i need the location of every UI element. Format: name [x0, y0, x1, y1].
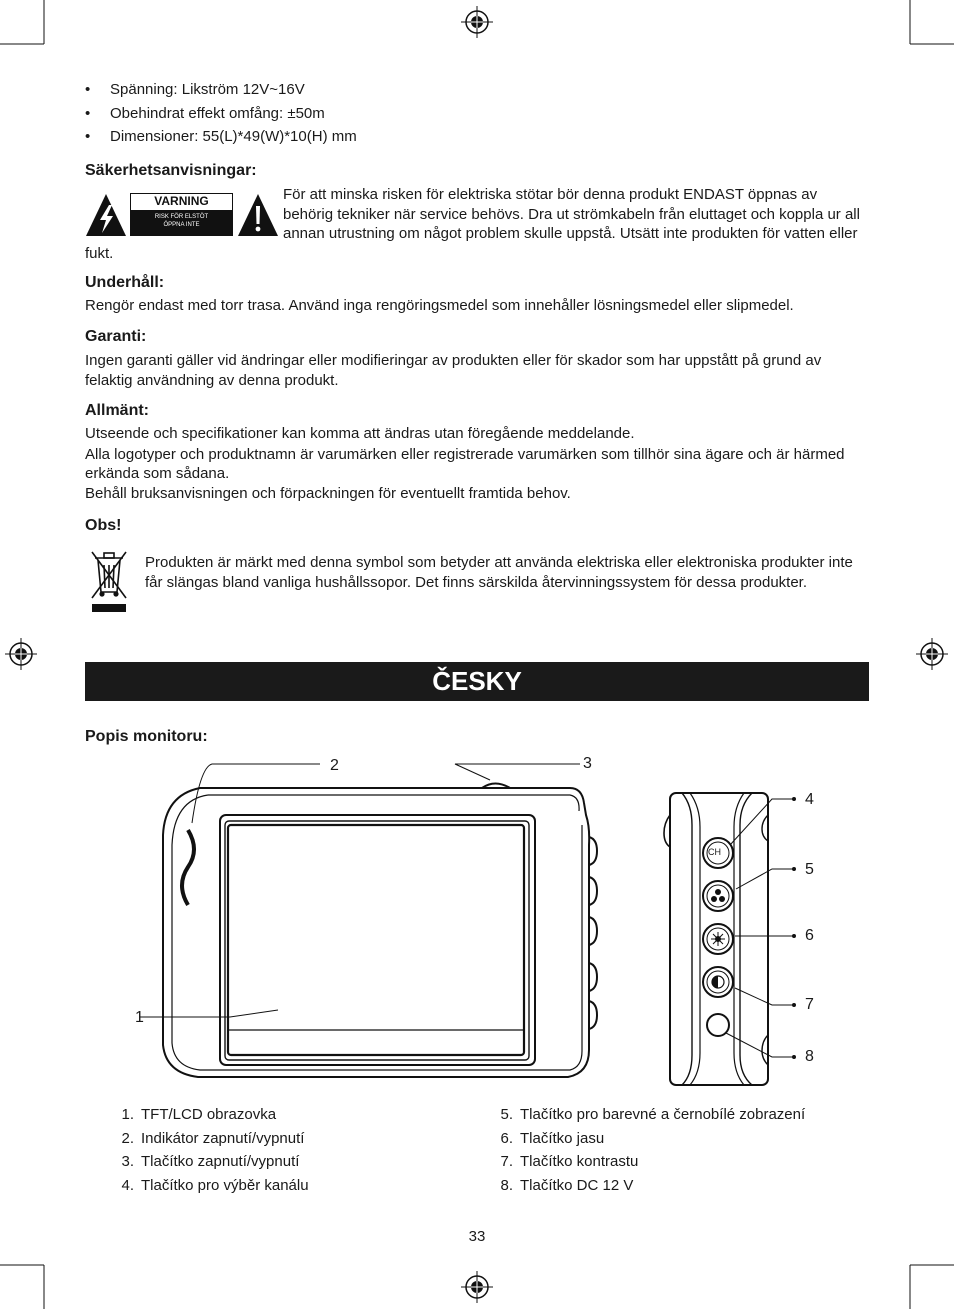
list-item: 3. Tlačítko zapnutí/vypnutí	[121, 1153, 300, 1170]
callout-8: 8	[805, 1048, 814, 1065]
callout-5: 5	[805, 861, 814, 878]
list-item: 4. Tlačítko pro výběr kanálu	[121, 1176, 309, 1194]
monitor-heading: Popis monitoru:	[85, 728, 208, 745]
callout-4: 4	[805, 791, 814, 808]
list-item: 2. Indikátor zapnutí/vypnutí	[121, 1129, 305, 1147]
list-item: 6. Tlačítko jasu	[500, 1129, 605, 1147]
general-heading: Allmänt:	[85, 402, 149, 419]
warranty-heading: Garanti:	[85, 328, 147, 345]
registration-mark-icon	[5, 638, 37, 670]
monitor-front-diagram	[130, 755, 600, 1090]
warning-label-title: VARNING	[131, 194, 232, 210]
weee-bin-icon	[89, 548, 129, 614]
safety-heading: Säkerhetsanvisningar:	[85, 162, 257, 179]
spec-item: • Spänning: Likström 12V~16V	[85, 80, 865, 104]
spec-item: • Obehindrat effekt omfång: ±50m	[85, 104, 865, 128]
page-number: 33	[468, 1228, 486, 1245]
registration-mark-icon	[461, 1271, 493, 1303]
note-text: Produkten är märkt med denna symbol som betyder att använda elektriska eller elektroniska produkter inte får slängas bland vanliga hushållssopor. Det finns särskilda återvinningssystem för dessa produkter.	[145, 554, 853, 591]
general-line: Behåll bruksanvisningen och förpackningen för eventuellt framtida behov.	[85, 484, 571, 502]
callout-6: 6	[805, 927, 814, 944]
callout-3: 3	[583, 755, 592, 772]
list-item: 7. Tlačítko kontrastu	[500, 1153, 639, 1170]
safety-text: För att minska risken för elektriska stötar bör denna produkt ENDAST öppnas av behörig tekniker när service behövs. Dra ut strömkabeln från eluttaget och koppla ur all annan utrustning om något problem skulle uppstå. Utsätt inte produkten för vatten eller fukt.	[85, 186, 860, 262]
section-title-bar	[85, 662, 869, 701]
ch-button-label: CH	[708, 847, 721, 857]
callout-7: 7	[805, 996, 814, 1013]
section-title: ČESKY	[432, 666, 522, 696]
list-item: 8. Tlačítko DC 12 V	[500, 1176, 634, 1194]
general-text	[85, 424, 869, 503]
maintenance-heading: Underhåll:	[85, 274, 165, 291]
callout-1: 1	[135, 1009, 144, 1026]
callout-2: 2	[330, 757, 339, 774]
warranty-text: Ingen garanti gäller vid ändringar eller modifieringar av produkten eller för skador som har uppstått på grund av felaktig användning av denna produkt.	[85, 352, 822, 389]
list-item: 1. TFT/LCD obrazovka	[121, 1106, 277, 1123]
spec-item: • Dimensioner: 55(L)*49(W)*10(H) mm	[85, 127, 865, 151]
general-line: Utseende och specifikationer kan komma att ändras utan föregående meddelande.	[85, 425, 635, 442]
warning-label-line: ÖPPNA INTE	[163, 222, 200, 228]
general-line: Alla logotyper och produktnamn är varumärken eller registrerade varumärken som tillhör sina ägare och är härmed erkända som sådana.	[85, 445, 845, 482]
safety-float-spacer	[85, 185, 869, 263]
registration-mark-icon	[461, 6, 493, 38]
monitor-side-diagram	[660, 785, 800, 1090]
list-item: 5. Tlačítko pro barevné a černobílé zobrazení	[500, 1106, 806, 1123]
maintenance-text: Rengör endast med torr trasa. Använd inga rengöringsmedel som innehåller lösningsmedel eller slipmedel.	[85, 297, 794, 314]
registration-mark-icon	[916, 638, 948, 670]
note-heading: Obs!	[85, 517, 122, 534]
parts-list-left	[116, 1105, 476, 1199]
parts-list-right	[495, 1105, 875, 1199]
warning-label-line: RISK FÖR ELSTÖT	[154, 214, 209, 220]
spec-list	[85, 80, 865, 151]
